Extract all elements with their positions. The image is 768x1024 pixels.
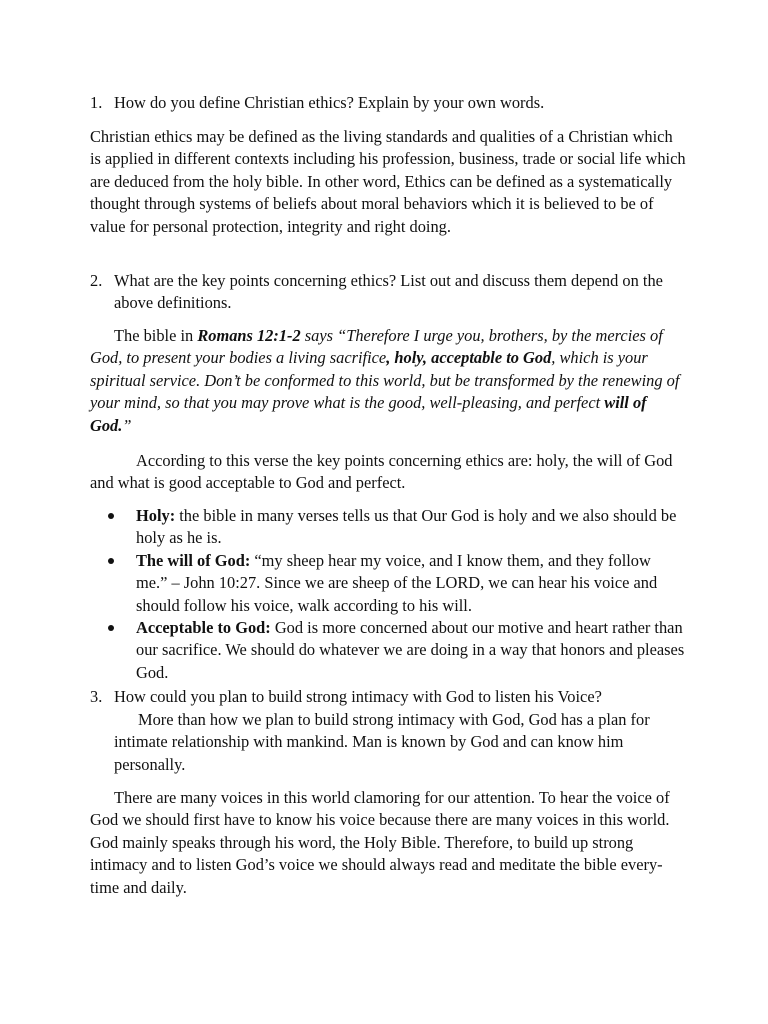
bullet-term: Acceptable to God: <box>136 618 271 638</box>
list-item <box>90 617 686 684</box>
key-points-list <box>90 505 686 684</box>
verse-quote-part1: “Therefore I urge you, brothers, by the mercies of God, to present your bodies a living sacrifice <box>90 326 663 368</box>
answer-3-part-2: There are many voices in this world clamoring for our attention. To hear the voice of God we should first have to know his voice because there are many voices in this world. God mainly speaks through his word, the Holy Bible. Therefore, to build up strong intimacy and to listen God’s voice we should always read and meditate the bible every-time and daily. <box>90 788 670 897</box>
list-item <box>90 550 686 617</box>
question-1-number: 1. <box>90 93 103 112</box>
question-2-text: What are the key points concerning ethics? List out and discuss them depend on the above definitions. <box>114 271 663 313</box>
question-2 <box>90 270 686 315</box>
list-item <box>90 505 686 550</box>
question-2-number: 2. <box>90 271 103 290</box>
romans-verse-paragraph <box>90 325 686 437</box>
bullet-term: The will of God: <box>136 550 251 570</box>
bullet-icon <box>108 558 114 564</box>
question-3 <box>90 686 686 708</box>
question-3-number: 3. <box>90 687 103 706</box>
question-1 <box>90 92 686 114</box>
verse-emphasis-1: , holy, acceptable to God <box>386 348 552 368</box>
bullet-icon <box>108 625 114 631</box>
verse-reference: Romans 12:1-2 <box>197 326 301 345</box>
bullet-text: the bible in many verses tells us that Our God is holy and we also should be holy as he is. <box>136 506 677 548</box>
bullet-icon <box>108 513 114 519</box>
answer-3-part-1: More than how we plan to build strong intimacy with God, God has a plan for intimate relationship with mankind. Man is known by God and can know him personally. <box>114 710 650 774</box>
answer-1: Christian ethics may be defined as the living standards and qualities of a Christian which is applied in different contexts including his profession, business, trade or social life which are deduced from the holy bible. In other word, Ethics can be defined as a systematically thought through systems of beliefs about moral behaviors which it is believed to be of value for personal protection, integrity and right doing. <box>90 127 686 236</box>
key-points-summary: According to this verse the key points concerning ethics are: holy, the will of God and what is good acceptable to God and perfect. <box>90 451 673 493</box>
question-1-text: How do you define Christian ethics? Explain by your own words. <box>114 93 545 112</box>
bullet-text: God is more concerned about our motive and heart rather than our sacrifice. We should do whatever we are doing in a way that honors and pleases God. <box>136 618 685 682</box>
verse-says: says <box>300 326 338 345</box>
verse-emphasis-2: will of God. <box>90 393 647 435</box>
bullet-text: “my sheep hear my voice, and I know them, and they follow me.” – John 10:27. Since we are sheep of the LORD, we can hear his voice and should follow his voice, walk according to his will. <box>136 550 658 615</box>
bullet-term: Holy: <box>136 506 176 525</box>
verse-quote-part2: , which is your spiritual service. Don’t be conformed to this world, but be transformed by the renewing of your mind, so that you may prove what is the good, well-pleasing, and perfect <box>90 348 680 413</box>
verse-quote-end: ” <box>122 415 132 435</box>
question-3-text: How could you plan to build strong intimacy with God to listen his Voice? <box>114 687 602 706</box>
verse-lead: The bible in <box>114 326 198 345</box>
